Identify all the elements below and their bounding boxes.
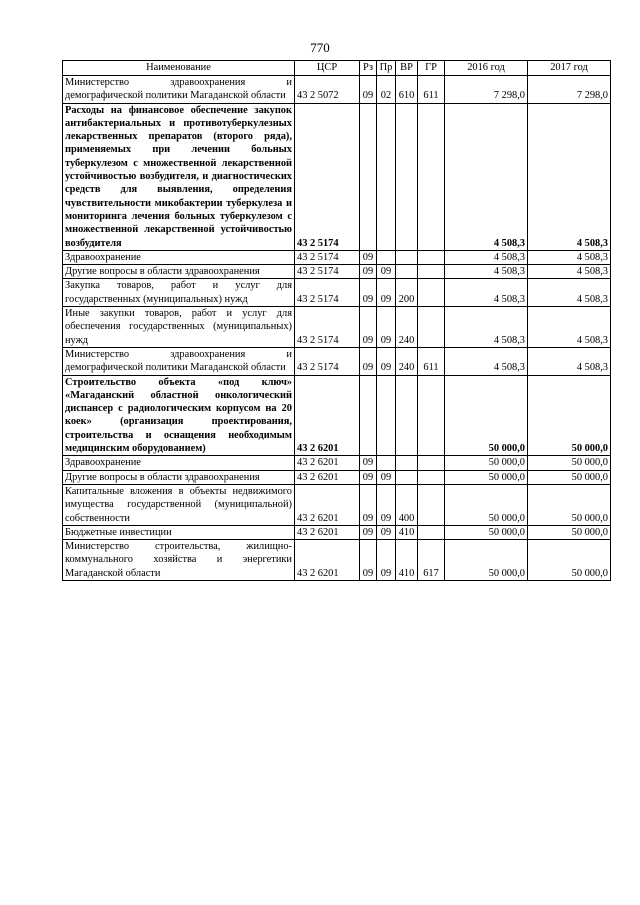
row-csr: 43 2 5174 [295,307,360,348]
row-rz: 09 [360,265,377,279]
page-number: 770 [310,40,330,55]
row-rz: 09 [360,540,377,581]
row-vr [396,265,418,279]
row-name: Министерство здравоохранения и демографической политики Магаданской области [63,347,295,375]
row-pr: 09 [377,279,396,307]
row-gr [418,375,445,456]
table-row [63,375,611,456]
row-vr: 400 [396,484,418,525]
row-rz [360,375,377,456]
row-pr: 09 [377,540,396,581]
row-vr [396,470,418,484]
row-name: Здравоохранение [63,250,295,264]
row-name: Капитальные вложения в объекты недвижимого имущества государственной (муниципальной) собственности [63,484,295,525]
row-csr: 43 2 6201 [295,525,360,539]
row-2016: 4 508,3 [445,250,528,264]
row-gr [418,456,445,470]
row-2016: 50 000,0 [445,484,528,525]
header-gr: ГР [418,61,445,76]
row-2017: 50 000,0 [528,484,611,525]
row-rz: 09 [360,484,377,525]
row-2017: 50 000,0 [528,456,611,470]
row-name: Здравоохранение [63,456,295,470]
row-2016: 4 508,3 [445,103,528,250]
row-vr: 240 [396,307,418,348]
table-row [63,279,611,307]
row-gr: 611 [418,347,445,375]
row-rz: 09 [360,456,377,470]
table-row [63,540,611,581]
row-gr [418,279,445,307]
row-vr: 410 [396,540,418,581]
row-gr [418,265,445,279]
row-2017: 4 508,3 [528,279,611,307]
row-2016: 4 508,3 [445,265,528,279]
row-2017: 4 508,3 [528,265,611,279]
row-pr [377,103,396,250]
row-name: Министерство строительства, жилищно-коммунального хозяйства и энергетики Магаданской области [63,540,295,581]
row-rz: 09 [360,347,377,375]
row-2017: 4 508,3 [528,250,611,264]
row-vr [396,103,418,250]
table-row [63,76,611,104]
row-gr [418,103,445,250]
row-gr [418,525,445,539]
row-2017: 4 508,3 [528,103,611,250]
row-name: Строительство объекта «под ключ» «Магаданский областной онкологический диспансер с радиологическим корпусом на 20 коек» (организация проектирования, строительства и оснащения необходимым медицинским оборудованием) [63,375,295,456]
row-vr: 240 [396,347,418,375]
row-2016: 4 508,3 [445,307,528,348]
row-rz: 09 [360,470,377,484]
row-2017: 50 000,0 [528,375,611,456]
row-2017: 50 000,0 [528,525,611,539]
row-pr [377,456,396,470]
row-gr [418,307,445,348]
header-vr: ВР [396,61,418,76]
row-csr: 43 2 5174 [295,279,360,307]
row-name: Министерство здравоохранения и демографической политики Магаданской области [63,76,295,104]
row-pr: 02 [377,76,396,104]
row-2017: 50 000,0 [528,540,611,581]
header-pr: Пр [377,61,396,76]
row-name: Бюджетные инвестиции [63,525,295,539]
row-2016: 50 000,0 [445,540,528,581]
row-2017: 4 508,3 [528,347,611,375]
header-name: Наименование [63,61,295,76]
table-row [63,470,611,484]
table-header-row [63,61,611,76]
table-row [63,347,611,375]
row-csr: 43 2 5174 [295,265,360,279]
table-row [63,484,611,525]
budget-table [62,60,611,581]
row-csr: 43 2 6201 [295,375,360,456]
row-csr: 43 2 6201 [295,456,360,470]
row-2016: 4 508,3 [445,279,528,307]
row-rz [360,103,377,250]
row-csr: 43 2 5174 [295,103,360,250]
row-vr: 410 [396,525,418,539]
row-rz: 09 [360,250,377,264]
row-name: Другие вопросы в области здравоохранения [63,265,295,279]
row-gr: 611 [418,76,445,104]
row-vr: 610 [396,76,418,104]
row-2016: 7 298,0 [445,76,528,104]
row-vr [396,456,418,470]
row-2016: 50 000,0 [445,525,528,539]
row-csr: 43 2 6201 [295,484,360,525]
row-pr [377,250,396,264]
row-2017: 4 508,3 [528,307,611,348]
row-pr: 09 [377,347,396,375]
row-gr [418,250,445,264]
header-2017: 2017 год [528,61,611,76]
row-2016: 50 000,0 [445,470,528,484]
row-pr [377,375,396,456]
row-vr [396,250,418,264]
table-row [63,103,611,250]
row-pr: 09 [377,525,396,539]
row-rz: 09 [360,76,377,104]
row-csr: 43 2 5174 [295,250,360,264]
row-gr: 617 [418,540,445,581]
row-csr: 43 2 6201 [295,540,360,581]
row-2016: 50 000,0 [445,375,528,456]
row-gr [418,484,445,525]
row-rz: 09 [360,307,377,348]
row-name: Закупка товаров, работ и услуг для государственных (муниципальных) нужд [63,279,295,307]
row-pr: 09 [377,265,396,279]
row-2016: 4 508,3 [445,347,528,375]
header-csr: ЦСР [295,61,360,76]
row-csr: 43 2 6201 [295,470,360,484]
row-rz: 09 [360,525,377,539]
row-pr: 09 [377,307,396,348]
row-csr: 43 2 5072 [295,76,360,104]
row-name: Расходы на финансовое обеспечение закупок антибактериальных и противотуберкулезных лекарственных препаратов (второго ряда), применяемых при лечении больных туберкулезом с множественной лекарственной устойчивостью возбудителя, и диагностических средств для выявления, определения чувствительности микобактерии туберкулеза и мониторинга лечения больных туберкулезом с множественной лекарственной устойчивостью возбудителя [63,103,295,250]
table-row [63,265,611,279]
row-gr [418,470,445,484]
table-row [63,456,611,470]
header-2016: 2016 год [445,61,528,76]
row-rz: 09 [360,279,377,307]
row-csr: 43 2 5174 [295,347,360,375]
row-vr [396,375,418,456]
row-pr: 09 [377,470,396,484]
row-2017: 7 298,0 [528,76,611,104]
header-rz: Рз [360,61,377,76]
table-row [63,525,611,539]
row-name: Другие вопросы в области здравоохранения [63,470,295,484]
row-2016: 50 000,0 [445,456,528,470]
table-row [63,250,611,264]
row-vr: 200 [396,279,418,307]
table-row [63,307,611,348]
row-2017: 50 000,0 [528,470,611,484]
row-name: Иные закупки товаров, работ и услуг для обеспечения государственных (муниципальных) нужд [63,307,295,348]
row-pr: 09 [377,484,396,525]
